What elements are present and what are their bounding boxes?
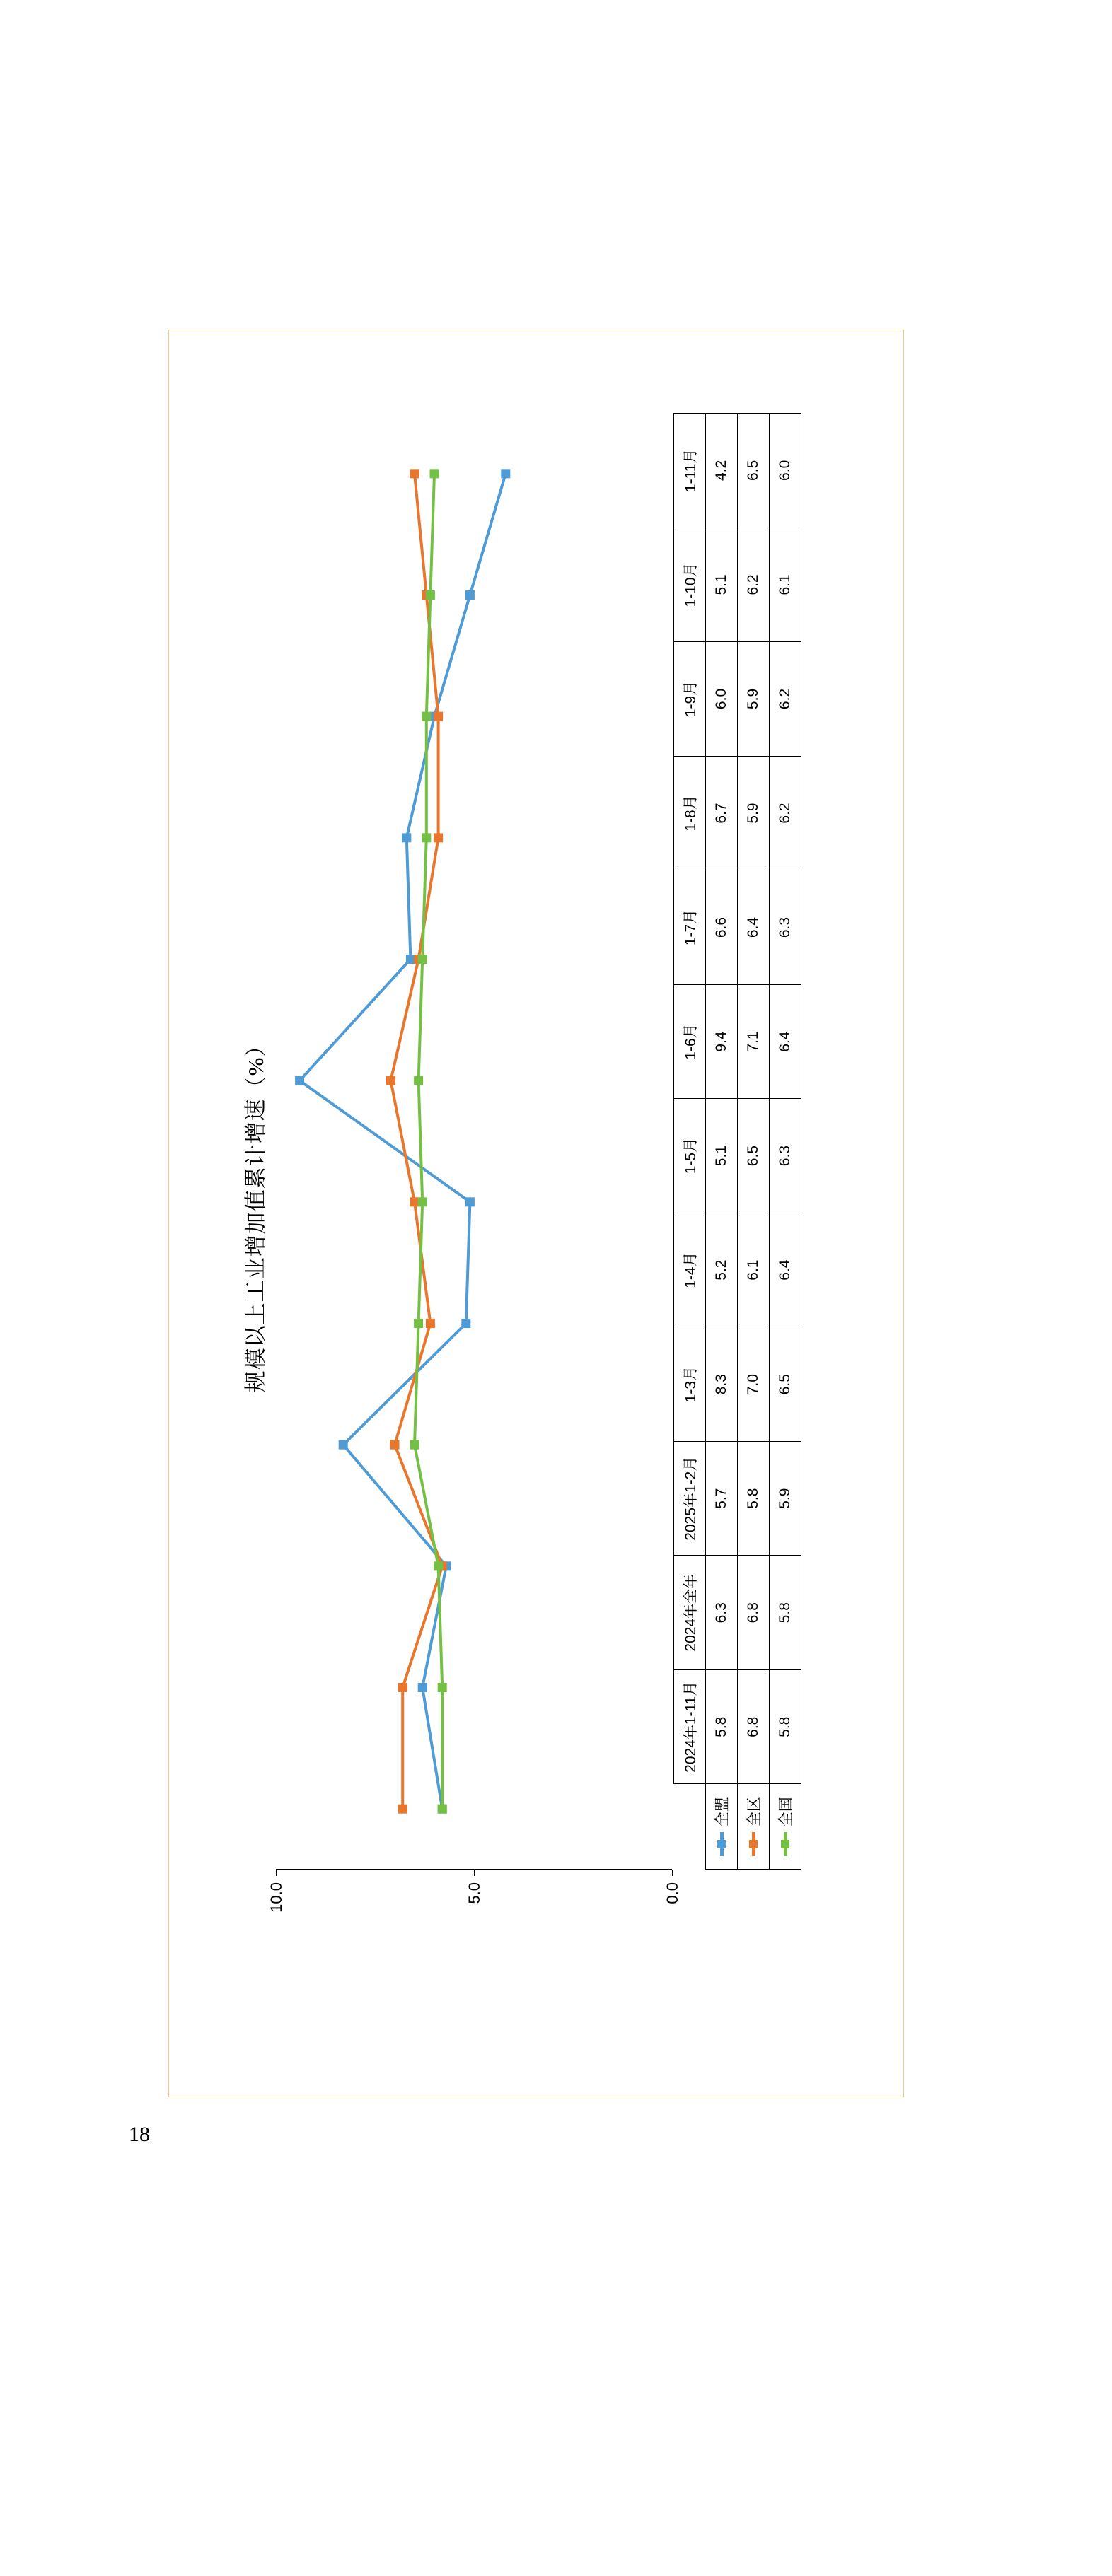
table-cell-value: 6.2 — [770, 756, 801, 870]
table-cell-value: 6.5 — [738, 1099, 770, 1213]
table-cell-value: 6.4 — [770, 984, 801, 1099]
chart-plot-area — [276, 413, 672, 1870]
table-cell-value: 5.7 — [706, 1441, 738, 1556]
series-marker — [418, 955, 427, 964]
series-marker — [422, 712, 431, 721]
series-marker — [390, 1440, 400, 1450]
table-col-header: 1-11月 — [674, 414, 706, 528]
table-cell-value: 4.2 — [706, 414, 738, 528]
table-cell-value: 6.0 — [770, 414, 801, 528]
table-cell-value: 6.4 — [738, 870, 770, 985]
series-marker — [434, 1561, 443, 1570]
chart-data-table — [673, 413, 801, 1870]
legend-swatch-icon — [784, 1832, 787, 1856]
table-row — [706, 414, 738, 1870]
legend-row-header — [706, 1784, 738, 1870]
table-cell-value: 6.8 — [738, 1669, 770, 1784]
page-number: 18 — [129, 2123, 150, 2146]
series-marker — [438, 1805, 447, 1814]
table-corner-cell — [674, 1784, 706, 1870]
table-cell-value: 6.3 — [770, 870, 801, 985]
series-marker — [434, 712, 443, 721]
table-row — [770, 414, 801, 1870]
table-cell-value: 5.8 — [770, 1669, 801, 1784]
table-cell-value: 9.4 — [706, 984, 738, 1099]
series-marker — [418, 1197, 427, 1206]
table-col-header: 2025年1-2月 — [674, 1441, 706, 1556]
table-cell-value: 6.3 — [706, 1556, 738, 1670]
table-cell-value: 5.8 — [706, 1669, 738, 1784]
table-cell-value: 6.5 — [738, 414, 770, 528]
series-marker — [398, 1805, 407, 1814]
series-marker — [430, 469, 439, 478]
chart-container — [170, 331, 903, 2096]
y-axis-label-10: 10.0 — [267, 1882, 285, 1913]
table-cell-value: 5.8 — [770, 1556, 801, 1670]
series-marker — [438, 1683, 447, 1692]
table-cell-value: 6.7 — [706, 756, 738, 870]
series-marker — [402, 833, 411, 842]
table-col-header: 1-6月 — [674, 984, 706, 1099]
chart-title: 规模以上工业增加值累计增速（%） — [243, 1034, 268, 1393]
legend-label: 全区 — [746, 1797, 763, 1827]
series-marker — [426, 1319, 435, 1328]
table-col-header: 1-8月 — [674, 756, 706, 870]
series-marker — [414, 1319, 423, 1328]
table-cell-value: 6.5 — [770, 1327, 801, 1442]
legend-label: 全盟 — [714, 1797, 731, 1827]
y-axis-tick-0 — [672, 1870, 673, 1876]
table-cell-value: 6.6 — [706, 870, 738, 985]
table-col-header: 1-7月 — [674, 870, 706, 985]
y-axis-label-0: 0.0 — [664, 1882, 681, 1904]
table-col-header: 1-9月 — [674, 642, 706, 757]
series-marker — [465, 590, 475, 600]
table-cell-value: 6.1 — [738, 1213, 770, 1327]
series-marker — [465, 1197, 475, 1206]
series-marker — [386, 1076, 395, 1085]
series-marker — [434, 833, 443, 842]
table-cell-value: 6.4 — [770, 1213, 801, 1327]
legend-label: 全国 — [778, 1797, 794, 1827]
rotated-chart-canvas — [170, 331, 903, 2096]
series-marker — [295, 1076, 304, 1085]
table-col-header: 1-5月 — [674, 1099, 706, 1213]
series-marker — [414, 1076, 423, 1085]
table-row — [738, 414, 770, 1870]
legend-row-header — [770, 1784, 801, 1870]
table-cell-value: 6.2 — [738, 528, 770, 642]
series-marker — [410, 469, 419, 478]
table-header-row — [674, 414, 706, 1870]
table-cell-value: 5.1 — [706, 528, 738, 642]
table-cell-value: 5.1 — [706, 1099, 738, 1213]
series-marker — [410, 1440, 419, 1450]
table-cell-value: 7.1 — [738, 984, 770, 1099]
series-marker — [339, 1440, 348, 1450]
table-cell-value: 6.3 — [770, 1099, 801, 1213]
chart-figure-frame — [168, 330, 904, 2097]
table-cell-value: 5.8 — [738, 1441, 770, 1556]
legend-swatch-icon — [752, 1832, 755, 1856]
series-line — [390, 474, 442, 1809]
table-col-header: 2024年全年 — [674, 1556, 706, 1670]
table-col-header: 2024年1-11月 — [674, 1669, 706, 1784]
table-cell-value: 8.3 — [706, 1327, 738, 1442]
y-axis-tick-10 — [276, 1870, 277, 1876]
table-cell-value: 5.9 — [770, 1441, 801, 1556]
series-marker — [422, 833, 431, 842]
table-cell-value: 6.1 — [770, 528, 801, 642]
series-marker — [398, 1683, 407, 1692]
series-marker — [410, 1197, 419, 1206]
table-col-header: 1-3月 — [674, 1327, 706, 1442]
table-cell-value: 6.8 — [738, 1556, 770, 1670]
table-cell-value: 5.2 — [706, 1213, 738, 1327]
table-cell-value: 6.0 — [706, 642, 738, 757]
table-cell-value: 7.0 — [738, 1327, 770, 1442]
y-axis-label-5: 5.0 — [465, 1882, 483, 1904]
legend-swatch-icon — [720, 1832, 724, 1856]
series-marker — [426, 590, 435, 600]
table-cell-value: 5.9 — [738, 756, 770, 870]
legend-row-header — [738, 1784, 770, 1870]
series-marker — [501, 469, 510, 478]
series-marker — [406, 955, 415, 964]
y-axis-tick-5 — [474, 1870, 475, 1876]
table-col-header: 1-4月 — [674, 1213, 706, 1327]
table-col-header: 1-10月 — [674, 528, 706, 642]
table-cell-value: 6.2 — [770, 642, 801, 757]
series-marker — [418, 1683, 427, 1692]
table-cell-value: 5.9 — [738, 642, 770, 757]
series-marker — [461, 1319, 470, 1328]
